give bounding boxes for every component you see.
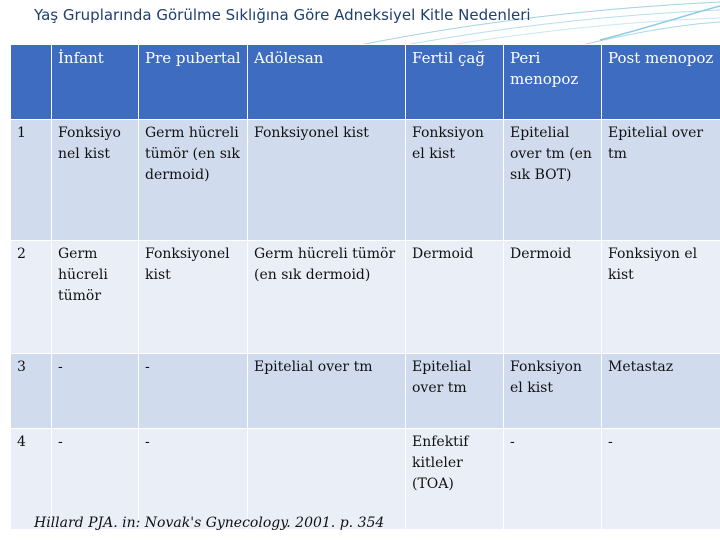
adnexal-mass-table: [10, 44, 720, 530]
table-cell: Epitelial over tm: [406, 354, 504, 429]
table-row: [11, 241, 720, 354]
table-row: [11, 120, 720, 241]
row-index: 1: [11, 120, 52, 241]
table-cell: Fonksiyonel kist: [248, 120, 406, 241]
table-cell: Fonksiyo nel kist: [52, 120, 139, 241]
table-cell: Epitelial over tm: [602, 120, 720, 241]
row-index: 2: [11, 241, 52, 354]
citation-text: Hillard PJA. in: Novak's Gynecology. 2001. p. 354: [34, 515, 385, 531]
table-row: [11, 354, 720, 429]
table-cell: Fonksiyon el kist: [504, 354, 602, 429]
table-cell: Fonksiyon el kist: [602, 241, 720, 354]
header-cell-reproductive: Fertil çağ: [406, 45, 504, 120]
row-index: 4: [11, 429, 52, 530]
table-cell: -: [52, 429, 139, 530]
table-cell: -: [52, 354, 139, 429]
slide-title: Yaş Gruplarında Görülme Sıklığına Göre Adneksiyel Kitle Nedenleri: [34, 6, 531, 24]
table-cell: Dermoid: [406, 241, 504, 354]
table-cell: Germ hücreli tümör (en sık dermoid): [139, 120, 248, 241]
header-cell-prepubertal: Pre pubertal: [139, 45, 248, 120]
table-cell: Epitelial over tm: [248, 354, 406, 429]
table-cell: Dermoid: [504, 241, 602, 354]
table-cell: Epitelial over tm (en sık BOT): [504, 120, 602, 241]
table-cell: -: [504, 429, 602, 530]
header-cell-index: [11, 45, 52, 120]
table-cell: Germ hücreli tümör: [52, 241, 139, 354]
table-cell: Enfektif kitleler (TOA): [406, 429, 504, 530]
header-cell-perimenopause: Peri menopoz: [504, 45, 602, 120]
header-cell-adolescent: Adölesan: [248, 45, 406, 120]
table-cell: Fonksiyonel kist: [139, 241, 248, 354]
table-cell: -: [139, 354, 248, 429]
header-cell-infant: İnfant: [52, 45, 139, 120]
table-cell: Germ hücreli tümör (en sık dermoid): [248, 241, 406, 354]
table-cell: -: [139, 429, 248, 530]
table-cell: -: [602, 429, 720, 530]
table-cell: Fonksiyon el kist: [406, 120, 504, 241]
header-row: [11, 45, 720, 120]
table-cell: Metastaz: [602, 354, 720, 429]
header-cell-postmenopause: Post menopoz: [602, 45, 720, 120]
row-index: 3: [11, 354, 52, 429]
